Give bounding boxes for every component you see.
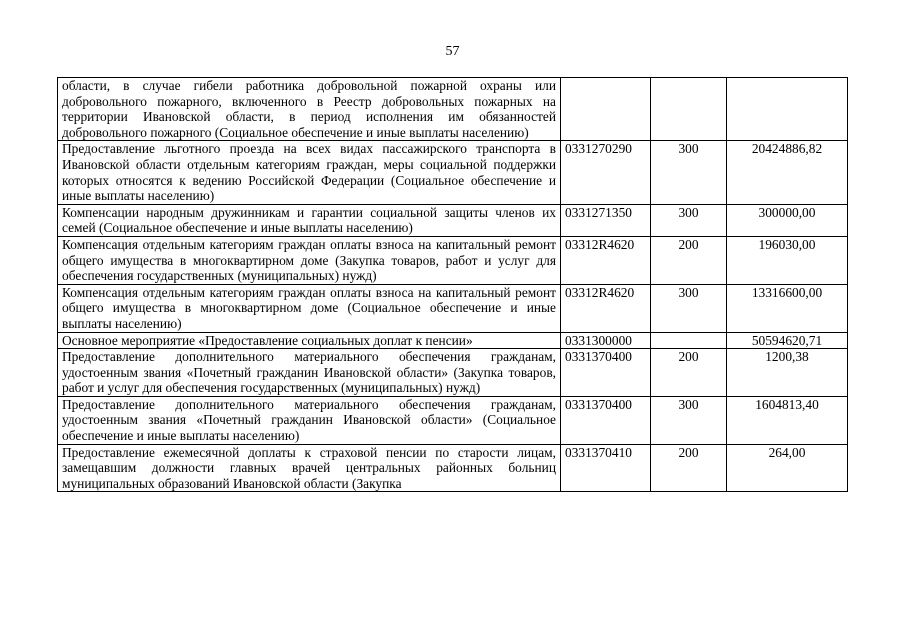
table-row (58, 236, 848, 284)
row-expense-type: 200 (651, 444, 727, 492)
row-description: Предоставление льготного проезда на всех видах пассажирского транспорта в Ивановской области отдельным категориям граждан, меры социальной поддержки которых относятся к ведению Российской Федерации (Социальное обеспечение и иные выплаты населению) (58, 141, 561, 204)
row-target-code: 03312R4620 (561, 284, 651, 332)
row-description: Предоставление дополнительного материального обеспечения гражданам, удостоенным звания «Почетный гражданин Ивановской области» (Социальное обеспечение и иные выплаты населению) (58, 396, 561, 444)
row-amount: 300000,00 (727, 204, 848, 236)
table-row (58, 141, 848, 204)
table-row (58, 444, 848, 492)
row-target-code: 03312R4620 (561, 236, 651, 284)
row-expense-type: 200 (651, 349, 727, 397)
row-description: Основное мероприятие «Предоставление социальных доплат к пенсии» (58, 332, 561, 349)
row-target-code: 0331270290 (561, 141, 651, 204)
row-expense-type: 300 (651, 204, 727, 236)
row-target-code (561, 78, 651, 141)
row-expense-type: 300 (651, 284, 727, 332)
table-row (58, 349, 848, 397)
table-row (58, 284, 848, 332)
row-expense-type (651, 332, 727, 349)
page-number: 57 (445, 44, 460, 59)
row-expense-type: 300 (651, 396, 727, 444)
row-description: Предоставление ежемесячной доплаты к страховой пенсии по старости лицам, замещавшим должности главных врачей центральных районных больниц муниципальных образований Ивановской области (Закупка (58, 444, 561, 492)
row-target-code: 0331370410 (561, 444, 651, 492)
row-amount (727, 78, 848, 141)
row-description: Компенсация отдельным категориям граждан оплаты взноса на капитальный ремонт общего имущества в многоквартирном доме (Закупка товаров, работ и услуг для обеспечения государственных (муниципальных) нужд) (58, 236, 561, 284)
row-amount: 20424886,82 (727, 141, 848, 204)
row-target-code: 0331300000 (561, 332, 651, 349)
row-description: Компенсации народным дружинникам и гарантии социальной защиты членов их семей (Социальное обеспечение и иные выплаты населению) (58, 204, 561, 236)
row-amount: 196030,00 (727, 236, 848, 284)
row-amount: 1200,38 (727, 349, 848, 397)
row-expense-type: 300 (651, 141, 727, 204)
row-target-code: 0331370400 (561, 396, 651, 444)
row-amount: 50594620,71 (727, 332, 848, 349)
row-target-code: 0331370400 (561, 349, 651, 397)
table-row (58, 332, 848, 349)
row-description: Компенсация отдельным категориям граждан оплаты взноса на капитальный ремонт общего имущества в многоквартирном доме (Социальное обеспечение и иные выплаты населению) (58, 284, 561, 332)
row-amount: 1604813,40 (727, 396, 848, 444)
table-row (58, 396, 848, 444)
table-row (58, 78, 848, 141)
row-expense-type: 200 (651, 236, 727, 284)
row-expense-type (651, 78, 727, 141)
table-row (58, 204, 848, 236)
row-amount: 264,00 (727, 444, 848, 492)
row-target-code: 0331271350 (561, 204, 651, 236)
row-description: Предоставление дополнительного материального обеспечения гражданам, удостоенным звания «Почетный гражданин Ивановской области» (Закупка товаров, работ и услуг для обеспечения государственных (муниципальных) нужд) (58, 349, 561, 397)
row-amount: 13316600,00 (727, 284, 848, 332)
budget-table (57, 77, 848, 492)
row-description: области, в случае гибели работника добровольной пожарной охраны или добровольного пожарного, включенного в Реестр добровольных пожарных на территории Ивановской области, в период исполнения им обязанностей добровольного пожарного (Социальное обеспечение и иные выплаты населению) (58, 78, 561, 141)
